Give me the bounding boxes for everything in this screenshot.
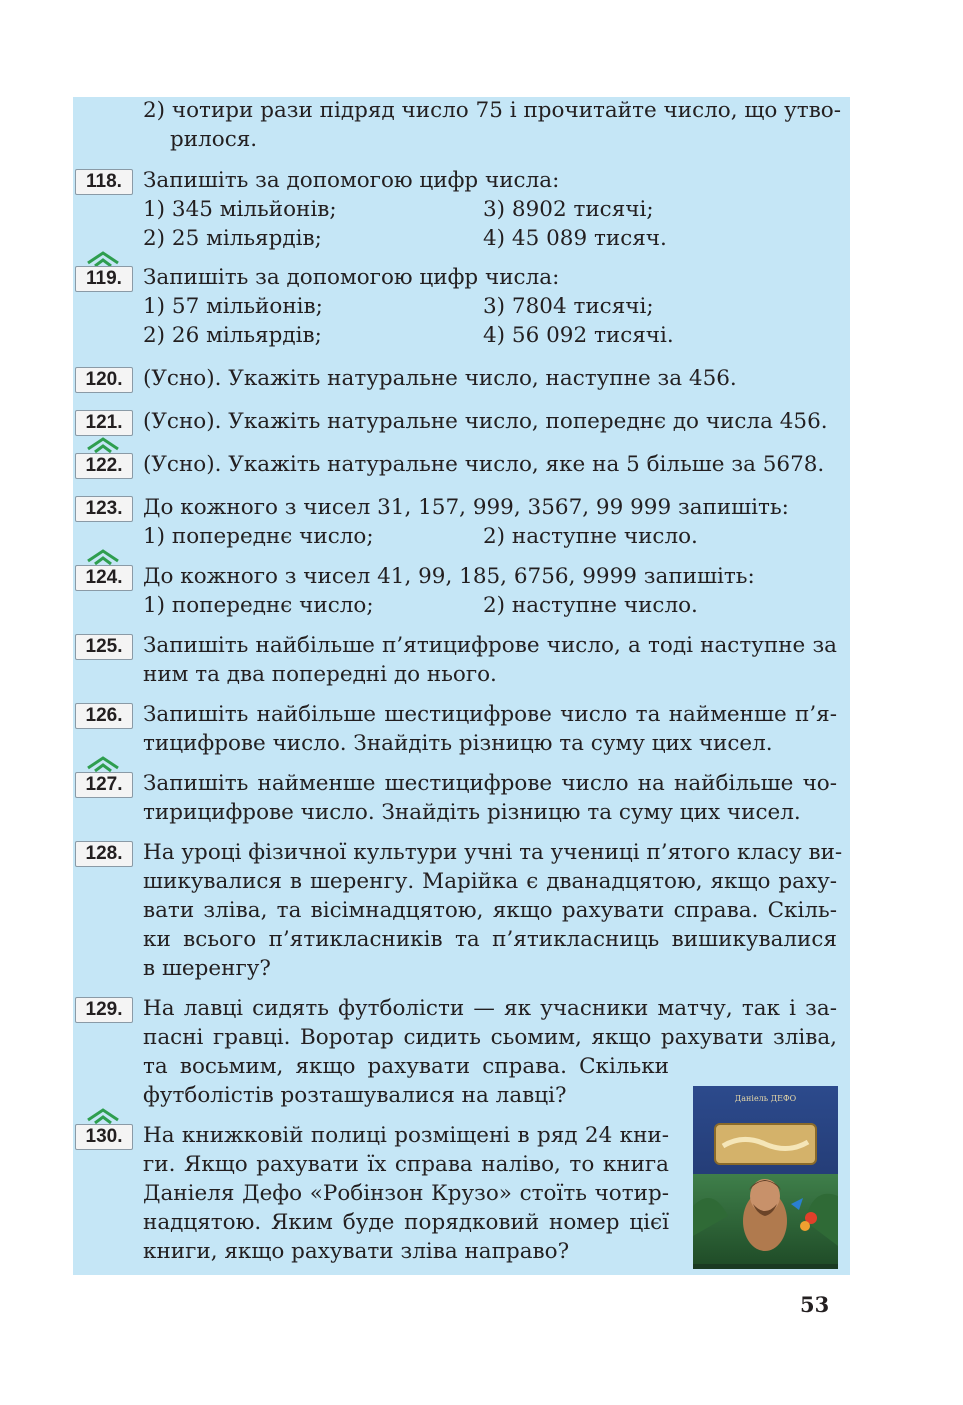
exercise-text-122: (Усно). Укажіть натуральне число, яке на 5 більше за 5678. [143, 452, 825, 477]
exercise-text-125-line-2: ним та два попередні до нього. [143, 662, 497, 687]
home-task-icon [86, 251, 120, 267]
exercise-text-130-line-3: Даніеля Дефо «Робінзон Крузо» стоїть чотир- [143, 1181, 669, 1206]
home-task-icon [86, 756, 120, 772]
exercise-text-129-line-1: На лавці сидять футболісти — як учасники матчу, так і за- [143, 996, 837, 1021]
exercise-text-128-line-5: в шеренгу? [143, 956, 271, 981]
exercise-text-118: Запишіть за допомогою цифр числа: [143, 168, 560, 193]
exercise-number-129: 129. [75, 997, 133, 1023]
answer-119-2: 2) 26 мільярдів; [143, 323, 322, 348]
exercise-text-121: (Усно). Укажіть натуральне число, попереднє до числа 456. [143, 409, 828, 434]
exercise-text-125-line-1: Запишіть найбільше п’ятицифрове число, а тоді наступне за [143, 633, 837, 658]
exercise-number-119: 119. [75, 266, 133, 292]
exercise-number-118: 118. [75, 169, 133, 195]
answer-124-1: 1) попереднє число; [143, 593, 374, 618]
answer-118-3: 3) 8902 тисячі; [483, 197, 654, 222]
exercise-text-130-line-2: ги. Якщо рахувати їх справа наліво, то книга [143, 1152, 669, 1177]
answer-123-2: 2) наступне число. [483, 524, 698, 549]
answer-118-4: 4) 45 089 тисяч. [483, 226, 667, 251]
answer-119-4: 4) 56 092 тисячі. [483, 323, 674, 348]
exercise-number-122: 122. [75, 453, 133, 479]
home-task-icon [86, 437, 120, 453]
exercise-text-124: До кожного з чисел 41, 99, 185, 6756, 9999 запишіть: [143, 564, 755, 589]
answer-124-2: 2) наступне число. [483, 593, 698, 618]
exercise-text-130-line-4: надцятою. Яким буде порядковий номер цієї [143, 1210, 669, 1235]
book-cover-author: Даніель ДЕФО [734, 1094, 797, 1103]
intro-line-2: рилося. [170, 127, 258, 152]
exercise-text-127-line-1: Запишіть найменше шестицифрове число на найбільше чо- [143, 771, 837, 796]
exercise-text-119: Запишіть за допомогою цифр числа: [143, 265, 560, 290]
exercise-number-123: 123. [75, 496, 133, 522]
exercise-text-130-line-1: На книжковій полиці розміщені в ряд 24 кни- [143, 1123, 669, 1148]
robinson-crusoe-book-cover [693, 1086, 838, 1269]
exercise-text-123: До кожного з чисел 31, 157, 999, 3567, 99 999 запишіть: [143, 495, 789, 520]
exercise-text-129-line-4: футболістів розташувалися на лавці? [143, 1083, 567, 1108]
exercise-text-126-line-2: тицифрове число. Знайдіть різницю та суму цих чисел. [143, 731, 773, 756]
exercise-number-127: 127. [75, 772, 133, 798]
home-task-icon [86, 1108, 120, 1124]
exercise-number-120: 120. [75, 367, 133, 393]
page-number: 53 [800, 1292, 830, 1317]
answer-119-3: 3) 7804 тисячі; [483, 294, 654, 319]
exercise-number-130: 130. [75, 1124, 133, 1150]
exercise-text-128-line-4: ки всього п’ятикласників та п’ятикласниць вишикувалися [143, 927, 837, 952]
exercise-text-129-line-2: пасні гравці. Воротар сидить сьомим, якщо рахувати зліва, [143, 1025, 837, 1050]
exercise-number-125: 125. [75, 634, 133, 660]
exercise-text-126-line-1: Запишіть найбільше шестицифрове число та найменше п’я- [143, 702, 837, 727]
home-task-icon [86, 549, 120, 565]
exercise-text-129-line-3: та восьмим, якщо рахувати справа. Скільки [143, 1054, 669, 1079]
exercise-number-121: 121. [75, 410, 133, 436]
exercise-number-124: 124. [75, 565, 133, 591]
exercise-text-130-line-5: книги, якщо рахувати зліва направо? [143, 1239, 570, 1264]
exercise-text-128-line-3: вати зліва, та вісімнадцятою, якщо рахувати справа. Скіль- [143, 898, 837, 923]
answer-119-1: 1) 57 мільйонів; [143, 294, 323, 319]
answer-123-1: 1) попереднє число; [143, 524, 374, 549]
answer-118-2: 2) 25 мільярдів; [143, 226, 322, 251]
answer-118-1: 1) 345 мільйонів; [143, 197, 337, 222]
exercise-number-126: 126. [75, 703, 133, 729]
exercise-text-128-line-1: На уроці фізичної культури учні та учениці п’ятого класу ви- [143, 840, 843, 865]
exercise-text-127-line-2: тирицифрове число. Знайдіть різницю та суму цих чисел. [143, 800, 801, 825]
intro-line-1: 2) чотири рази підряд число 75 і прочитайте число, що утво- [143, 98, 842, 123]
exercise-number-128: 128. [75, 841, 133, 867]
exercise-text-128-line-2: шикувалися в шеренгу. Марійка є дванадцятою, якщо раху- [143, 869, 837, 894]
exercise-text-120: (Усно). Укажіть натуральне число, наступне за 456. [143, 366, 737, 391]
book-cover-illustration [693, 1086, 838, 1269]
